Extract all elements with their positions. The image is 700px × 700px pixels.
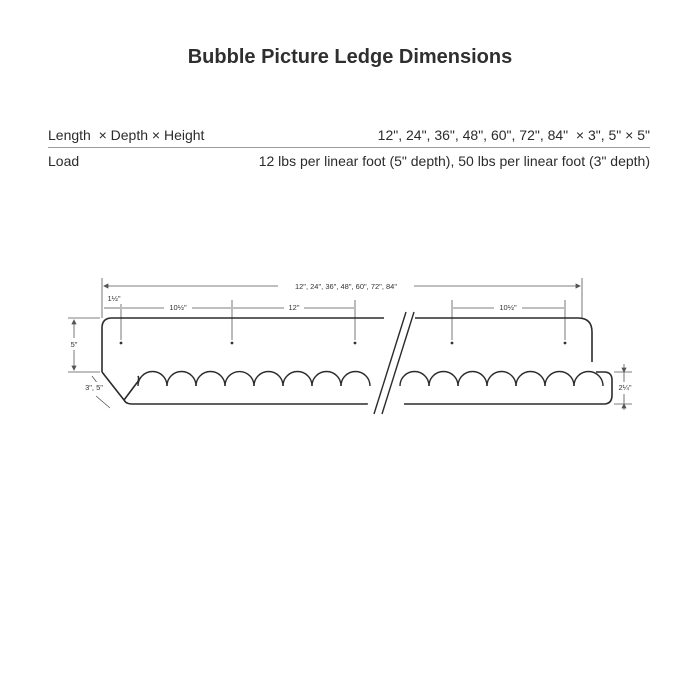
scallop-arc bbox=[429, 372, 458, 387]
scallop-arc bbox=[341, 372, 370, 387]
scallop-arc bbox=[574, 372, 603, 387]
scallop-arc bbox=[400, 372, 429, 387]
right-spacing-label: 10½" bbox=[499, 303, 517, 312]
spec-label-size: Length × Depth × Height bbox=[48, 127, 205, 143]
center-spacing-label: 12" bbox=[288, 303, 300, 312]
scallop-arc bbox=[458, 372, 487, 387]
scallop-arc bbox=[196, 372, 225, 387]
scallop-arc bbox=[312, 372, 341, 387]
scallop-arc bbox=[283, 372, 312, 387]
overall-length-label: 12", 24", 36", 48", 60", 72", 84" bbox=[294, 282, 398, 291]
left-spacing-label: 10½" bbox=[169, 303, 187, 312]
scallop-arc bbox=[487, 372, 516, 387]
page-title: Bubble Picture Ledge Dimensions bbox=[187, 46, 513, 68]
height-label: 5" bbox=[70, 340, 78, 349]
end-offset-label: 1½" bbox=[107, 294, 121, 303]
mounting-holes bbox=[120, 342, 567, 345]
spec-value-load: 12 lbs per linear foot (5" depth), 50 lbs per linear foot (3" depth) bbox=[258, 153, 650, 169]
spec-value-size: 12", 24", 36", 48", 60", 72", 84" × 3", 5" × 5" bbox=[377, 127, 650, 143]
depth-label: 3", 5" bbox=[85, 383, 103, 392]
scallop-arc bbox=[138, 372, 167, 387]
scallop-arc bbox=[516, 372, 545, 387]
scallop-arc bbox=[225, 372, 254, 386]
ledge-body bbox=[102, 318, 612, 404]
lip-height-label: 2¼" bbox=[618, 383, 632, 392]
scallop-arc bbox=[545, 372, 574, 387]
spec-label-load: Load bbox=[48, 153, 80, 169]
scallop-arc bbox=[254, 372, 283, 387]
scallop-edge bbox=[138, 372, 603, 387]
scallop-arc bbox=[167, 372, 196, 387]
break-lines bbox=[365, 312, 414, 414]
